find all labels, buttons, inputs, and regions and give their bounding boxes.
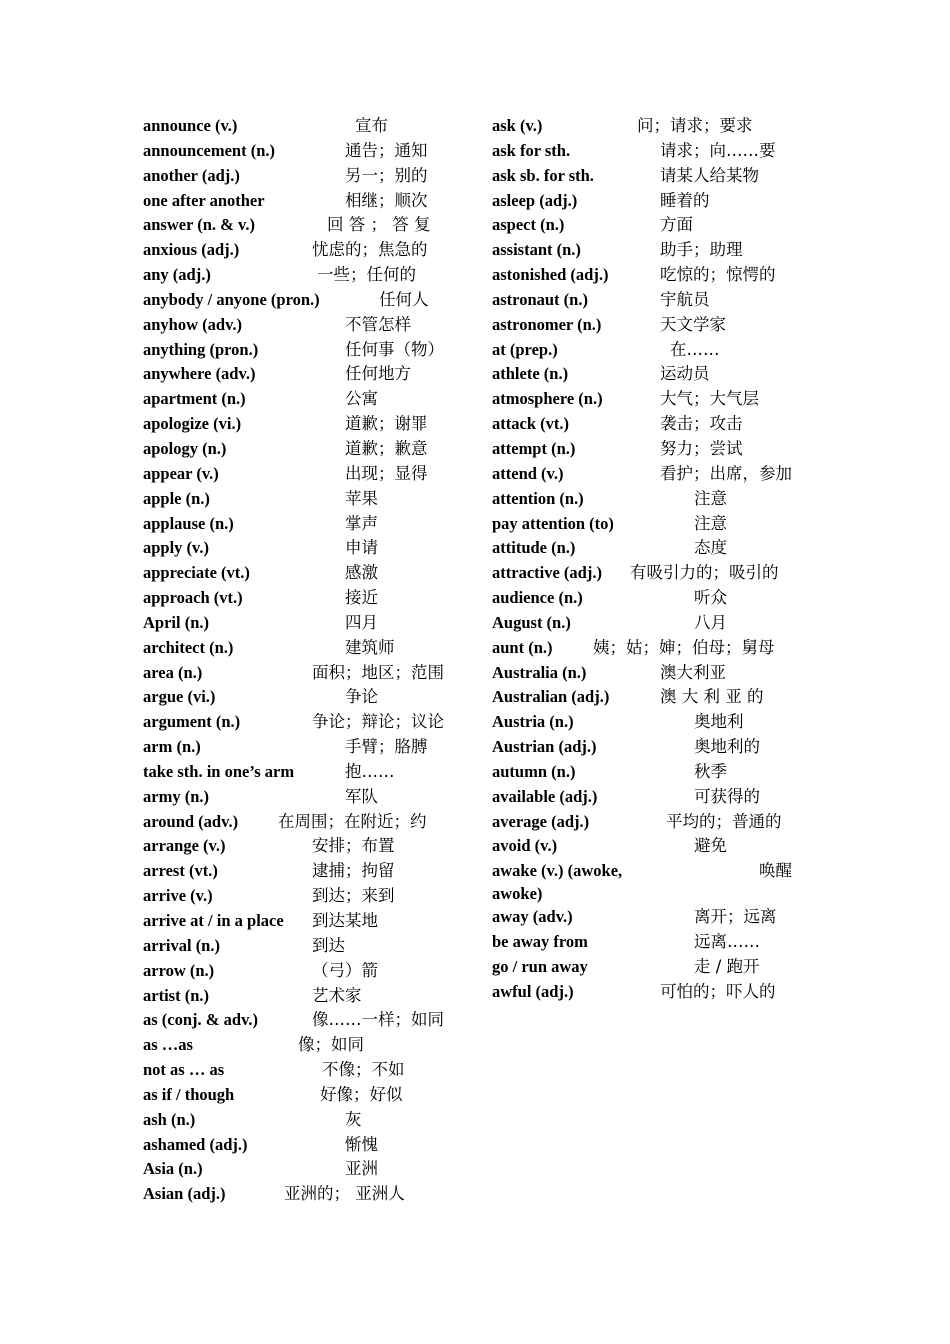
word: astonished (adj.) bbox=[492, 265, 609, 285]
definition: 避免 bbox=[694, 836, 727, 856]
list-item bbox=[492, 512, 822, 537]
word: anything (pron.) bbox=[143, 339, 259, 359]
word: Asia (n.) bbox=[143, 1159, 203, 1179]
list-item bbox=[143, 1108, 478, 1133]
word: Asian (adj.) bbox=[143, 1184, 226, 1204]
word: apology (n.) bbox=[143, 438, 227, 458]
list-item bbox=[492, 611, 822, 636]
definition: 公寓 bbox=[345, 389, 378, 409]
list-item bbox=[492, 288, 822, 313]
definition: 不管怎样 bbox=[345, 314, 411, 334]
definition: 到达某地 bbox=[312, 911, 378, 930]
word: not as … as bbox=[143, 1060, 225, 1080]
definition: 建筑师 bbox=[345, 637, 395, 657]
word: one after another bbox=[143, 190, 265, 210]
word: ask (v.) bbox=[492, 116, 543, 135]
word: take sth. in one’s arm bbox=[143, 761, 295, 781]
list-item bbox=[143, 611, 478, 636]
word: around (adv.) bbox=[143, 811, 239, 831]
definition: 掌声 bbox=[345, 513, 378, 533]
word: away (adv.) bbox=[492, 907, 573, 927]
list-item bbox=[492, 238, 822, 263]
list-item bbox=[143, 934, 478, 959]
definition: 姨；姑；婶；伯母；舅母 bbox=[593, 637, 775, 657]
word: attractive (adj.) bbox=[492, 563, 602, 583]
list-item bbox=[492, 661, 822, 686]
definition: 远离…… bbox=[694, 932, 760, 952]
list-item bbox=[143, 735, 478, 760]
word: ask for sth. bbox=[492, 140, 571, 160]
definition: 回 答 ； 答 复 bbox=[327, 215, 431, 235]
list-item bbox=[143, 959, 478, 984]
definition: 听众 bbox=[694, 588, 727, 608]
word: ashamed (adj.) bbox=[143, 1134, 248, 1154]
list-item bbox=[492, 785, 822, 810]
definition: 袭击；攻击 bbox=[660, 414, 743, 434]
list-item bbox=[143, 710, 478, 735]
word: ask sb. for sth. bbox=[492, 165, 594, 185]
definition: 宇航员 bbox=[660, 289, 710, 309]
list-item bbox=[492, 462, 822, 487]
definition: 不像；不如 bbox=[322, 1060, 405, 1080]
list-item bbox=[143, 636, 478, 661]
list-item bbox=[143, 263, 478, 288]
list-item bbox=[143, 412, 478, 437]
word: athlete (n.) bbox=[492, 364, 569, 384]
definition: 另一；别的 bbox=[345, 165, 428, 185]
list-item bbox=[492, 710, 822, 735]
word: astronomer (n.) bbox=[492, 314, 602, 334]
definition: 运动员 bbox=[660, 364, 710, 384]
word: attitude (n.) bbox=[492, 538, 576, 558]
word: audience (n.) bbox=[492, 588, 583, 608]
definition: 努力；尝试 bbox=[660, 438, 743, 458]
word: April (n.) bbox=[143, 612, 209, 632]
definition: 抱…… bbox=[345, 761, 395, 781]
list-item bbox=[492, 536, 822, 561]
word: apple (n.) bbox=[143, 488, 210, 508]
list-item bbox=[492, 735, 822, 760]
list-item bbox=[143, 884, 478, 909]
definition: 亚洲 bbox=[345, 1159, 378, 1179]
definition: 任何地方 bbox=[345, 364, 411, 384]
word: be away from bbox=[492, 932, 588, 952]
list-item bbox=[492, 263, 822, 288]
definition: 可怕的；吓人的 bbox=[660, 981, 776, 1001]
list-item bbox=[492, 905, 822, 930]
definition: 苹果 bbox=[345, 488, 378, 508]
list-item bbox=[143, 288, 478, 313]
word: anywhere (adv.) bbox=[143, 364, 256, 384]
list-item bbox=[492, 859, 822, 905]
definition: 申请 bbox=[345, 538, 378, 558]
list-item bbox=[492, 412, 822, 437]
definition: 惭愧 bbox=[345, 1134, 378, 1154]
list-item bbox=[143, 362, 478, 387]
list-item bbox=[492, 387, 822, 412]
word: anxious (adj.) bbox=[143, 240, 240, 260]
definition: 道歉；谢罪 bbox=[345, 414, 428, 434]
list-item bbox=[492, 189, 822, 214]
word: argument (n.) bbox=[143, 712, 241, 732]
definition: 奥地利 bbox=[694, 712, 744, 732]
word: arrest (vt.) bbox=[143, 861, 218, 881]
definition: 艺术家 bbox=[312, 985, 362, 1005]
word: apologize (vi.) bbox=[143, 414, 242, 434]
word: army (n.) bbox=[143, 786, 209, 806]
definition: 在…… bbox=[670, 339, 720, 359]
list-item bbox=[492, 810, 822, 835]
definition: 一些；任何的 bbox=[317, 265, 416, 285]
definition: 有吸引力的；吸引的 bbox=[630, 563, 779, 583]
list-item bbox=[143, 437, 478, 462]
word: argue (vi.) bbox=[143, 687, 216, 707]
list-item bbox=[492, 338, 822, 363]
word: Australian (adj.) bbox=[492, 687, 610, 707]
word: another (adj.) bbox=[143, 165, 240, 185]
definition: 灰 bbox=[345, 1109, 362, 1129]
definition: 方面 bbox=[660, 215, 693, 235]
word: aunt (n.) bbox=[492, 637, 553, 657]
definition: 注意 bbox=[694, 513, 727, 533]
word: any (adj.) bbox=[143, 265, 211, 285]
list-item bbox=[143, 1157, 478, 1182]
definition: 安排；布置 bbox=[312, 836, 395, 856]
definition: 在周围；在附近；约 bbox=[278, 811, 427, 831]
definition: 平均的；普通的 bbox=[666, 811, 782, 831]
word: apply (v.) bbox=[143, 538, 210, 558]
definition: 四月 bbox=[345, 612, 378, 632]
word: anyhow (adv.) bbox=[143, 314, 243, 334]
list-item bbox=[143, 313, 478, 338]
list-item bbox=[143, 785, 478, 810]
word: announce (v.) bbox=[143, 116, 238, 135]
list-item bbox=[143, 512, 478, 537]
word: Austrian (adj.) bbox=[492, 737, 597, 757]
definition: 唤醒 bbox=[759, 861, 792, 881]
definition: 助手；助理 bbox=[660, 240, 743, 260]
word: attend (v.) bbox=[492, 463, 564, 483]
definition: 通告；通知 bbox=[345, 140, 428, 160]
list-item bbox=[492, 487, 822, 512]
list-item bbox=[143, 859, 478, 884]
word: August (n.) bbox=[492, 612, 571, 632]
word: astronaut (n.) bbox=[492, 289, 588, 309]
list-item bbox=[143, 338, 478, 363]
list-item bbox=[492, 760, 822, 785]
list-item bbox=[143, 1033, 478, 1058]
definition: 奥地利的 bbox=[694, 737, 760, 757]
list-item bbox=[143, 909, 478, 934]
definition: 逮捕；拘留 bbox=[312, 861, 395, 881]
definition: 态度 bbox=[694, 538, 727, 558]
word: applause (n.) bbox=[143, 513, 234, 533]
list-item bbox=[143, 561, 478, 586]
word: average (adj.) bbox=[492, 811, 590, 831]
list-item bbox=[143, 984, 478, 1009]
list-item bbox=[143, 1058, 478, 1083]
word: as …as bbox=[143, 1035, 193, 1055]
definition: 八月 bbox=[694, 612, 727, 632]
word: Austria (n.) bbox=[492, 712, 574, 732]
definition: 问；请求；要求 bbox=[637, 116, 753, 135]
list-item bbox=[492, 362, 822, 387]
word: pay attention (to) bbox=[492, 513, 614, 533]
word: awake (v.) (awoke, awoke) bbox=[492, 861, 623, 904]
definition: 吃惊的；惊愕的 bbox=[660, 265, 776, 285]
definition: 澳大利亚 bbox=[660, 662, 726, 682]
definition: 争论 bbox=[345, 687, 378, 707]
definition: 可获得的 bbox=[694, 786, 760, 806]
list-item bbox=[492, 685, 822, 710]
definition: 澳 大 利 亚 的 bbox=[660, 687, 764, 707]
word: at (prep.) bbox=[492, 339, 558, 359]
list-item bbox=[143, 164, 478, 189]
definition: （弓）箭 bbox=[312, 960, 378, 980]
list-item bbox=[492, 586, 822, 611]
word: architect (n.) bbox=[143, 637, 234, 657]
word: as (conj. & adv.) bbox=[143, 1010, 259, 1030]
word: autumn (n.) bbox=[492, 761, 576, 781]
definition: 宣布 bbox=[355, 116, 388, 135]
list-item bbox=[492, 980, 822, 1005]
list-item bbox=[492, 955, 822, 980]
list-item bbox=[143, 834, 478, 859]
word: approach (vt.) bbox=[143, 588, 243, 608]
word: as if / though bbox=[143, 1084, 235, 1104]
definition: 注意 bbox=[694, 488, 727, 508]
word: go / run away bbox=[492, 957, 588, 976]
word: announcement (n.) bbox=[143, 140, 276, 160]
list-item bbox=[492, 561, 822, 586]
word: arrange (v.) bbox=[143, 836, 226, 856]
list-item bbox=[143, 213, 478, 238]
definition: 忧虑的；焦急的 bbox=[312, 240, 428, 260]
list-item bbox=[492, 930, 822, 955]
definition: 到达；来到 bbox=[312, 886, 395, 906]
list-item bbox=[143, 685, 478, 710]
list-item bbox=[492, 437, 822, 462]
list-item bbox=[143, 586, 478, 611]
word: aspect (n.) bbox=[492, 215, 565, 235]
definition: 睡着的 bbox=[660, 190, 710, 210]
word: arrive at / in a place bbox=[143, 911, 284, 930]
word: ash (n.) bbox=[143, 1109, 196, 1129]
list-item bbox=[143, 536, 478, 561]
list-item bbox=[492, 313, 822, 338]
word: avoid (v.) bbox=[492, 836, 558, 856]
word: appreciate (vt.) bbox=[143, 563, 250, 583]
word: asleep (adj.) bbox=[492, 190, 578, 210]
word: atmosphere (n.) bbox=[492, 389, 603, 409]
word: appear (v.) bbox=[143, 463, 219, 483]
definition: 天文学家 bbox=[660, 314, 726, 334]
definition: 请某人给某物 bbox=[660, 165, 759, 185]
definition: 大气；大气层 bbox=[660, 389, 759, 409]
list-item bbox=[143, 760, 478, 785]
definition: 请求；向……要 bbox=[660, 140, 776, 160]
definition: 好像；好似 bbox=[320, 1084, 403, 1104]
list-item bbox=[143, 139, 478, 164]
word: arrive (v.) bbox=[143, 886, 213, 906]
list-item bbox=[143, 1182, 478, 1207]
word: artist (n.) bbox=[143, 985, 209, 1005]
word: apartment (n.) bbox=[143, 389, 246, 409]
definition: 军队 bbox=[345, 786, 378, 806]
word: assistant (n.) bbox=[492, 240, 581, 260]
word: Australia (n.) bbox=[492, 662, 587, 682]
definition: 任何事（物） bbox=[345, 339, 444, 359]
word: attention (n.) bbox=[492, 488, 584, 508]
word: attack (vt.) bbox=[492, 414, 569, 434]
list-item bbox=[492, 213, 822, 238]
definition: 像；如同 bbox=[298, 1035, 364, 1055]
list-item bbox=[492, 139, 822, 164]
definition: 到达 bbox=[312, 935, 345, 955]
list-item bbox=[143, 238, 478, 263]
word: awful (adj.) bbox=[492, 981, 574, 1001]
definition: 手臂；胳膊 bbox=[345, 737, 428, 757]
list-item bbox=[492, 636, 822, 661]
definition: 像……一样；如同 bbox=[312, 1010, 444, 1030]
word: arrival (n.) bbox=[143, 935, 220, 955]
definition: 看护；出席，参加 bbox=[660, 463, 792, 483]
list-item bbox=[143, 810, 478, 835]
list-item bbox=[143, 1083, 478, 1108]
word: arm (n.) bbox=[143, 737, 201, 757]
list-item bbox=[143, 189, 478, 214]
definition: 接近 bbox=[345, 588, 378, 608]
right-column bbox=[492, 114, 822, 1005]
definition: 相继；顺次 bbox=[345, 190, 428, 210]
definition: 离开；远离 bbox=[694, 907, 777, 927]
list-item bbox=[143, 114, 478, 139]
definition: 秋季 bbox=[694, 761, 727, 781]
definition: 走 / 跑开 bbox=[694, 957, 760, 976]
definition: 出现；显得 bbox=[345, 463, 428, 483]
list-item bbox=[143, 661, 478, 686]
list-item bbox=[492, 164, 822, 189]
definition: 道歉；歉意 bbox=[345, 438, 428, 458]
definition: 任何人 bbox=[379, 289, 429, 309]
word: anybody / anyone (pron.) bbox=[143, 289, 320, 309]
list-item bbox=[143, 462, 478, 487]
list-item bbox=[492, 834, 822, 859]
list-item bbox=[143, 487, 478, 512]
word: answer (n. & v.) bbox=[143, 215, 255, 235]
left-column bbox=[143, 114, 478, 1207]
definition: 亚洲的； 亚洲人 bbox=[284, 1184, 405, 1204]
definition: 面积；地区；范围 bbox=[312, 662, 444, 682]
word: available (adj.) bbox=[492, 786, 598, 806]
list-item bbox=[143, 387, 478, 412]
list-item bbox=[492, 114, 822, 139]
definition: 感激 bbox=[345, 563, 378, 583]
list-item bbox=[143, 1008, 478, 1033]
definition: 争论；辩论；议论 bbox=[312, 712, 444, 732]
list-item bbox=[143, 1133, 478, 1158]
word: attempt (n.) bbox=[492, 438, 576, 458]
word: arrow (n.) bbox=[143, 960, 215, 980]
word: area (n.) bbox=[143, 662, 203, 682]
